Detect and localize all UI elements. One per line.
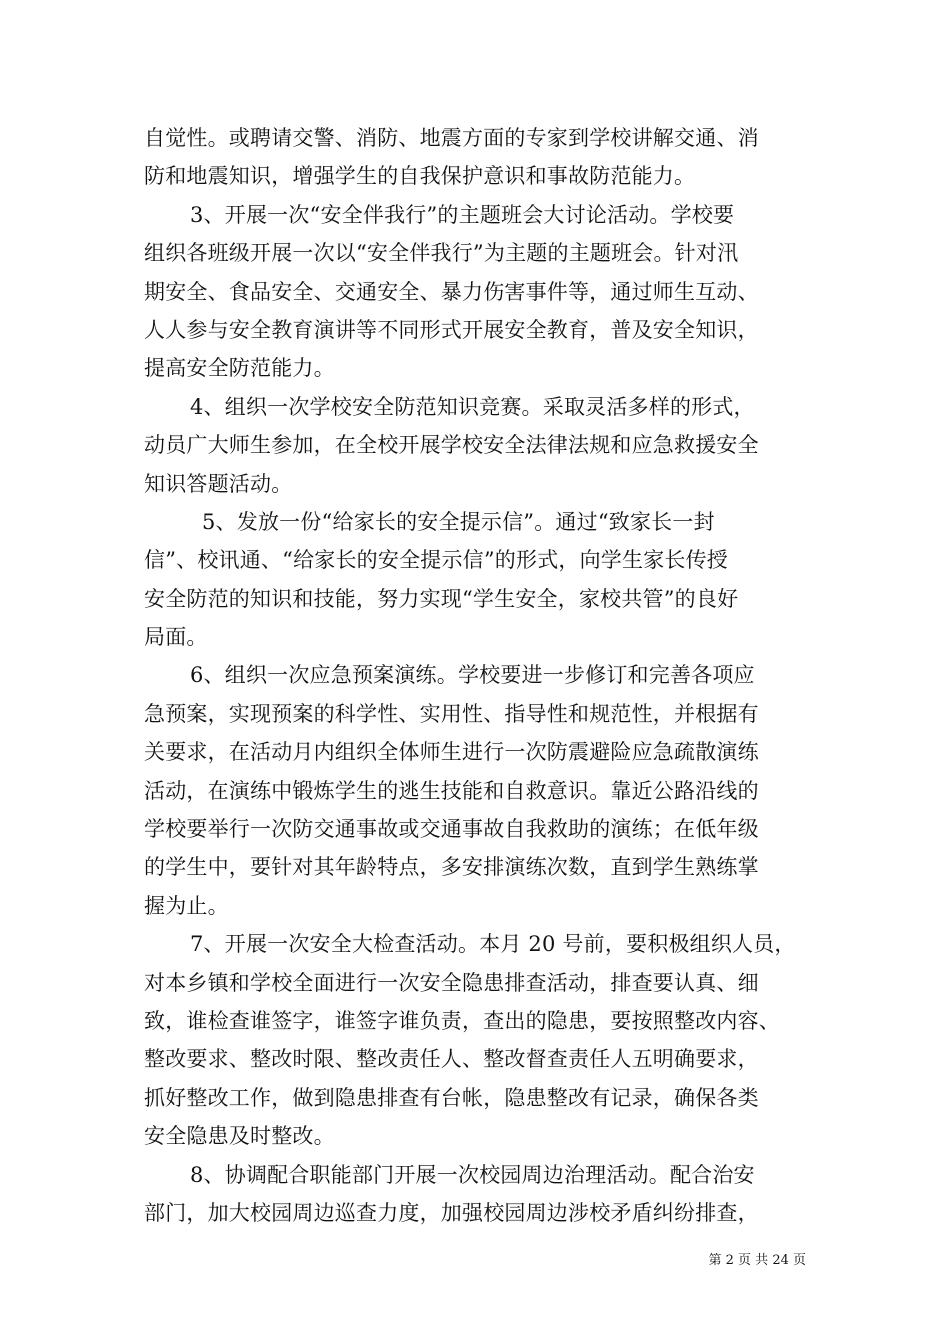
text-line: 防和地震知识，增强学生的自我保护意识和事故防范能力。 [144, 164, 696, 189]
text-line: 安全隐患及时整改。 [144, 1124, 335, 1149]
text-line: 8、协调配合职能部门开展一次校园周边治理活动。配合治安 [190, 1162, 755, 1187]
text-line: 的学生中，要针对其年龄特点，多安排演练次数，直到学生熟练掌 [144, 855, 759, 880]
text-line: 致，谁检查谁签字，谁签字谁负责，查出的隐患，要按照整改内容、 [144, 1008, 780, 1033]
text-line: 活动，在演练中锻炼学生的逃生技能和自救意识。靠近公路沿线的 [144, 778, 759, 803]
text-line: 抓好整改工作，做到隐患排查有台帐，隐患整改有记录，确保各类 [144, 1085, 759, 1110]
text-line: 学校要举行一次防交通事故或交通事故自我救助的演练；在低年级 [144, 817, 759, 842]
text-line: 4、组织一次学校安全防范知识竞赛。采取灵活多样的形式， [190, 394, 755, 419]
text-line: 期安全、食品安全、交通安全、暴力伤害事件等，通过师生互动、 [144, 279, 759, 304]
text-line: 急预案，实现预案的科学性、实用性、指导性和规范性，并根据有 [144, 701, 759, 726]
text-line: 关要求，在活动月内组织全体师生进行一次防震避险应急疏散演练 [144, 740, 759, 765]
page-number: 第 2 页 共 24 页 [708, 1253, 806, 1268]
text-line: 部门，加大校园周边巡查力度，加强校园周边涉校矛盾纠纷排查， [144, 1200, 759, 1225]
text-line: 整改要求、整改时限、整改责任人、整改督查责任人五明确要求， [144, 1047, 759, 1072]
text-line: 对本乡镇和学校全面进行一次安全隐患排查活动，排查要认真、细 [144, 970, 759, 995]
text-line: 7、开展一次安全大检查活动。本月 20 号前，要积极组织人员， [190, 932, 796, 957]
text-line: 动员广大师生参加，在全校开展学校安全法律法规和应急救援安全 [144, 433, 759, 458]
text-line: 组织各班级开展一次以“安全伴我行”为主题的主题班会。针对汛 [144, 241, 739, 266]
text-line: 自觉性。或聘请交警、消防、地震方面的专家到学校讲解交通、消 [144, 126, 759, 150]
text-line: 安全防范的知识和技能，努力实现“学生安全，家校共管”的良好 [144, 586, 739, 611]
text-line: 3、开展一次“安全伴我行”的主题班会大讨论活动。学校要 [190, 202, 735, 227]
text-line: 提高安全防范能力。 [144, 356, 335, 381]
document-body [144, 119, 810, 1232]
text-line: 握为止。 [144, 893, 229, 918]
text-line: 5、发放一份“给家长的安全提示信”。通过“致家长一封 [202, 509, 715, 534]
text-line: 信”、校讯通、“给家长的安全提示信”的形式，向学生家长传授 [144, 548, 729, 573]
text-line: 局面。 [144, 625, 208, 650]
text-line: 人人参与安全教育演讲等不同形式开展安全教育，普及安全知识， [144, 317, 759, 342]
text-line: 知识答题活动。 [144, 471, 293, 496]
text-line: 6、组织一次应急预案演练。学校要进一步修订和完善各项应 [190, 663, 755, 688]
